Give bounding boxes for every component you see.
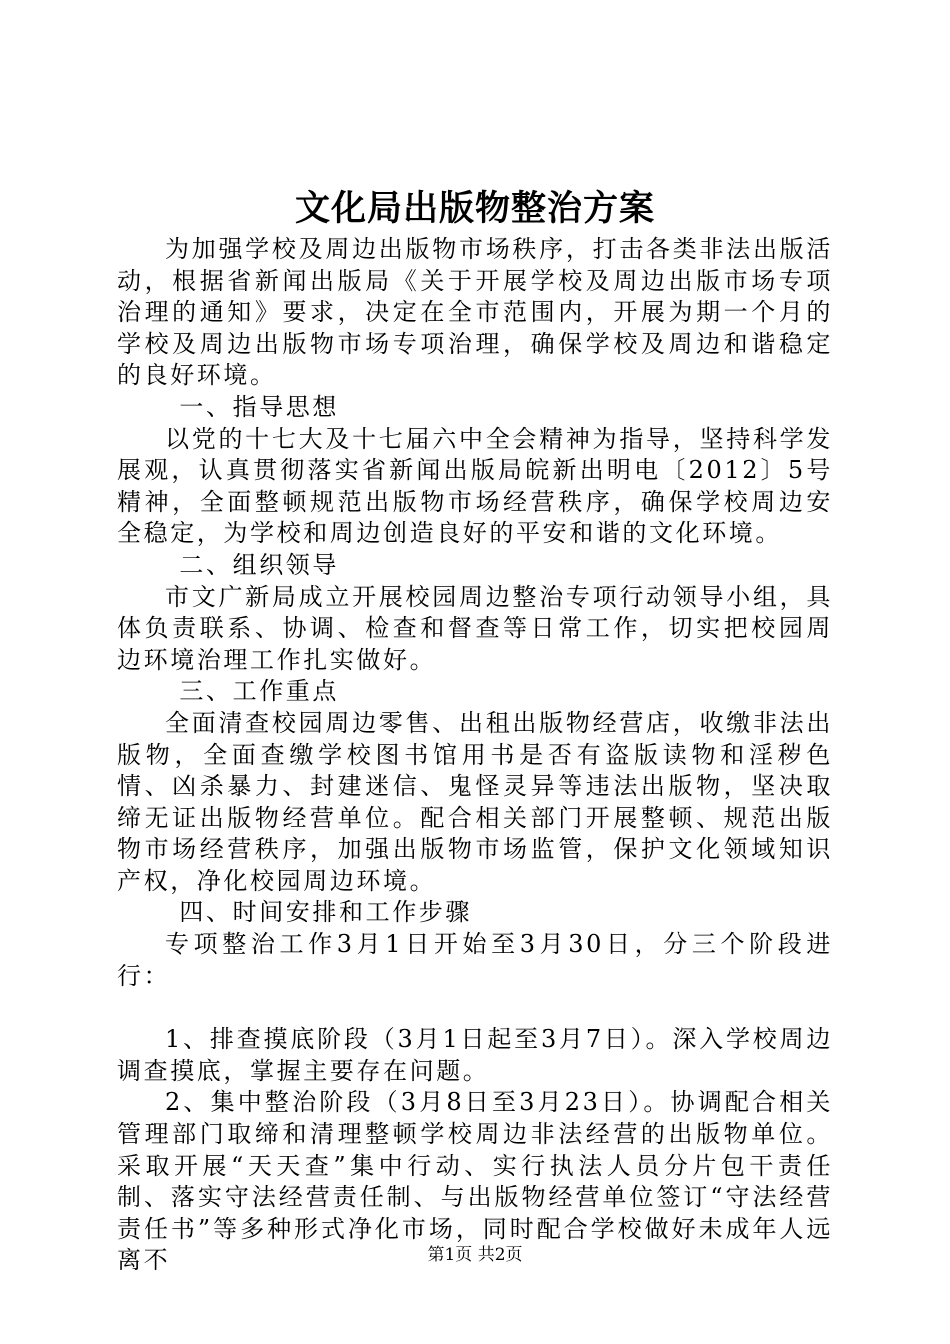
intro-paragraph: 为加强学校及周边出版物市场秩序，打击各类非法出版活动，根据省新闻出版局《关于开展学校及周边出版市场专项治理的通知》要求，决定在全市范围内，开展为期一个月的学校及周边出版物市场专项治理，确保学校及周边和谐稳定的良好环境。 [117, 235, 833, 390]
document-title: 文化局出版物整治方案 [294, 188, 655, 229]
section-heading-schedule: 四、时间安排和工作步骤 [179, 898, 472, 927]
section-heading-organization: 二、组织领导 [179, 550, 339, 579]
stage-two-paragraph: 2、集中整治阶段（3月8日至3月23日）。协调配合相关管理部门取缔和清理整顿学校周边非法经营的出版物单位。采取开展“天天查”集中行动、实行执法人员分片包干责任制、落实守法经营责任制、与出版物经营单位签订“守法经营责任书”等多种形式净化市场，同时配合学校做好未成年人远离不 [117, 1088, 833, 1275]
schedule-intro-paragraph: 专项整治工作3月1日开始至3月30日，分三个阶段进行： [117, 930, 833, 990]
section-heading-work-focus: 三、工作重点 [179, 677, 339, 706]
section-heading-guiding-ideology: 一、指导思想 [179, 392, 339, 421]
page-footer: 第1页 共2页 [427, 1245, 523, 1265]
guiding-ideology-paragraph: 以党的十七大及十七届六中全会精神为指导，坚持科学发展观，认真贯彻落实省新闻出版局皖新出明电〔2012〕5号精神，全面整顿规范出版物市场经营秩序，确保学校周边安全稳定，为学校和周边创造良好的平安和谐的文化环境。 [117, 424, 833, 548]
organization-paragraph: 市文广新局成立开展校园周边整治专项行动领导小组，具体负责联系、协调、检查和督查等日常工作，切实把校园周边环境治理工作扎实做好。 [117, 582, 833, 674]
work-focus-paragraph: 全面清查校园周边零售、出租出版物经营店，收缴非法出版物，全面查缴学校图书馆用书是否有盗版读物和淫秽色情、凶杀暴力、封建迷信、鬼怪灵异等违法出版物，坚决取缔无证出版物经营单位。配合相关部门开展整顿、规范出版物市场经营秩序，加强出版物市场监管，保护文化领域知识产权，净化校园周边环境。 [117, 708, 833, 895]
document-body [117, 234, 833, 1277]
stage-one-paragraph: 1、排查摸底阶段（3月1日起至3月7日）。深入学校周边调查摸底，掌握主要存在问题。 [117, 1025, 833, 1085]
